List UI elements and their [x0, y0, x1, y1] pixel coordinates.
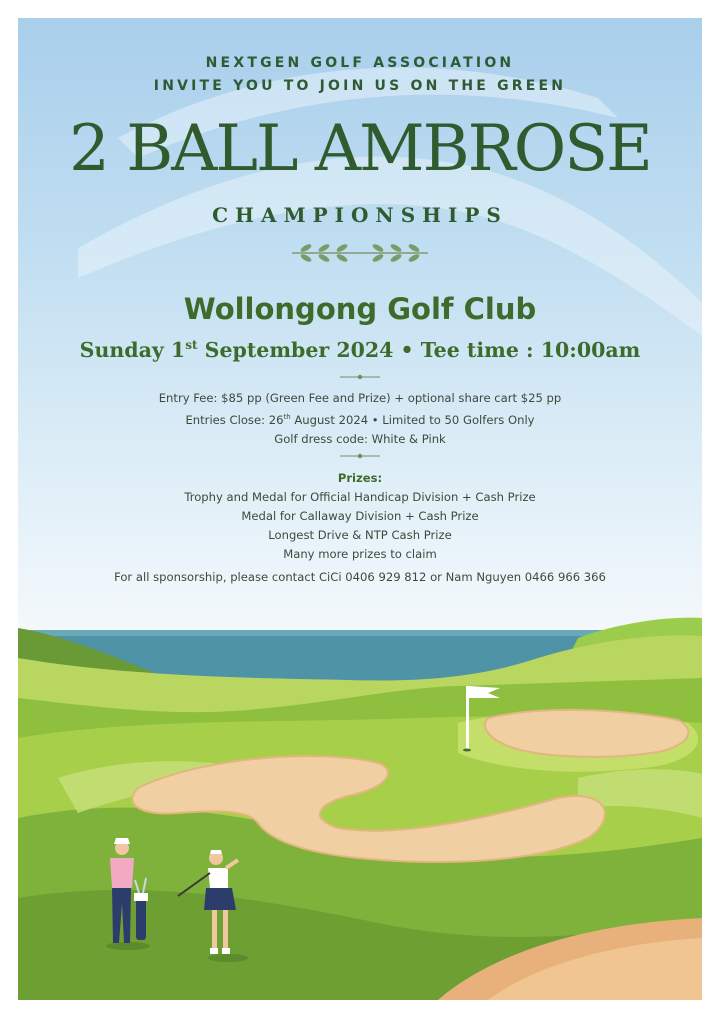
- venue-name: Wollongong Golf Club: [183, 292, 537, 326]
- association-header: [18, 52, 702, 98]
- event-details: [18, 389, 702, 449]
- event-date-time: [18, 338, 702, 362]
- date-day: Sunday 1: [79, 338, 186, 362]
- dress-code: Golf dress code: White & Pink: [274, 431, 446, 446]
- date-rest: September 2024 • Tee time : 10:00am: [197, 338, 641, 362]
- entries-close-rest: August 2024 • Limited to 50 Golfers Only: [290, 412, 535, 427]
- date-day-suffix: st: [185, 338, 198, 353]
- invite-line: INVITE YOU TO JOIN US ON THE GREEN: [153, 78, 567, 94]
- entries-close: [18, 408, 702, 430]
- entries-close-prefix: Entries Close: 26: [185, 412, 284, 427]
- prize-item: Trophy and Medal for Official Handicap Division + Cash Prize: [184, 490, 536, 504]
- event-title: 2 BALL AMBROSE: [69, 112, 651, 186]
- sponsorship-contact: For all sponsorship, please contact CiCi 0406 929 812 or Nam Nguyen 0466 966 366: [114, 570, 606, 584]
- event-subtitle: CHAMPIONSHIPS: [212, 203, 508, 227]
- entry-fee: Entry Fee: $85 pp (Green Fee and Prize) + optional share cart $25 pp: [158, 391, 562, 405]
- prize-item: Many more prizes to claim: [283, 547, 437, 561]
- laurel-ornament-icon: [286, 240, 434, 266]
- event-poster: [18, 18, 702, 1000]
- entries-close-suffix: th: [283, 413, 291, 421]
- prize-item: Longest Drive & NTP Cash Prize: [268, 528, 452, 542]
- prize-item: Medal for Callaway Division + Cash Prize: [241, 509, 479, 523]
- association-name: NEXTGEN GOLF ASSOCIATION: [205, 55, 515, 71]
- prizes-heading: Prizes:: [337, 471, 383, 485]
- divider-ornament: [340, 453, 380, 459]
- prizes-section: [18, 469, 702, 564]
- divider-ornament: [340, 374, 380, 380]
